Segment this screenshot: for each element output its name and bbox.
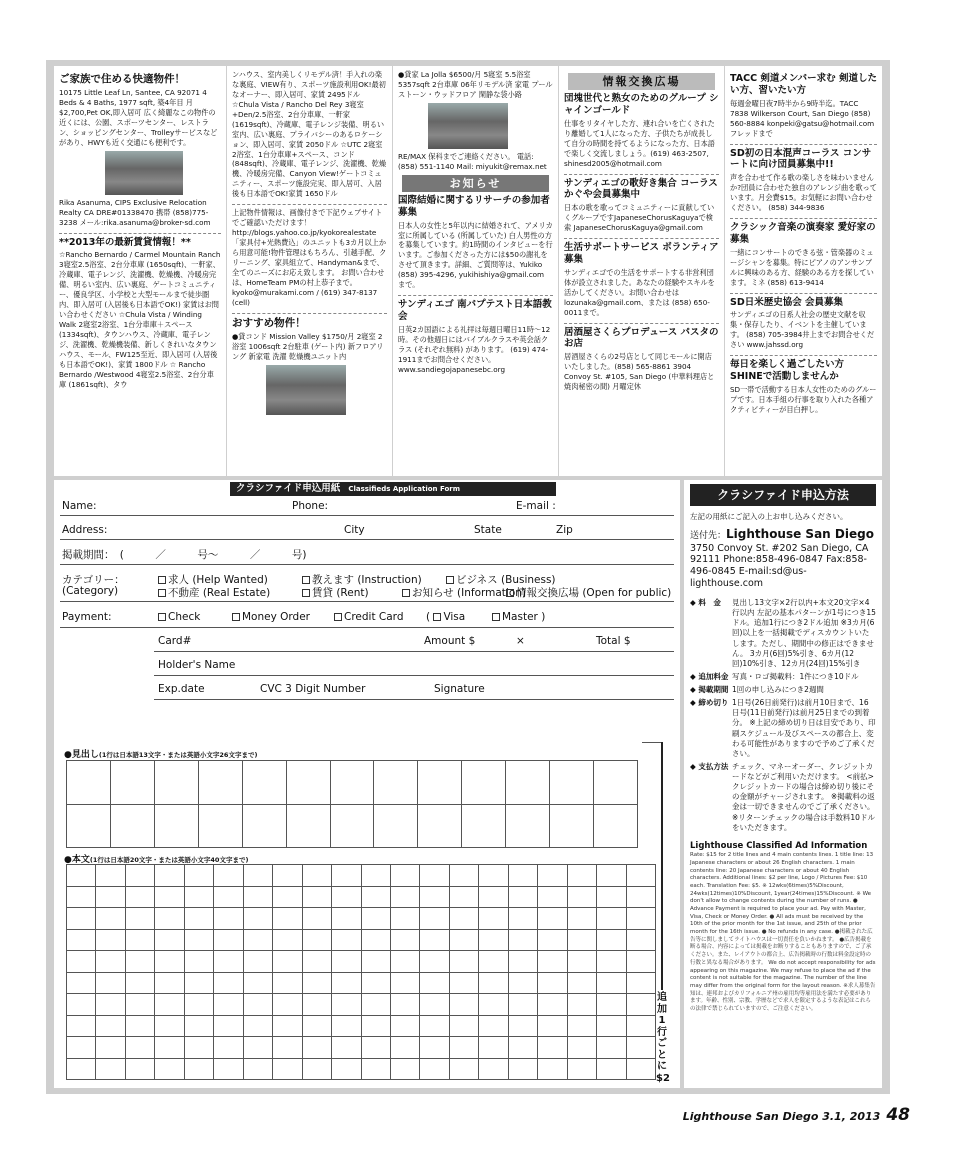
- ad-title: TACC 剣道メンバー求む 剣道したい方、習いたい方: [730, 73, 877, 96]
- checkbox-credit-card[interactable]: Credit Card: [334, 611, 403, 623]
- divider: [730, 144, 877, 145]
- instructions-banner: クラシファイド申込方法: [690, 484, 876, 506]
- ad-column-5: [724, 66, 882, 476]
- ad-column-3: [392, 66, 558, 476]
- checkbox-instruction[interactable]: 教えます (Instruction): [302, 572, 422, 587]
- condo-photo: [266, 365, 346, 415]
- ad-title: 団塊世代と熟女のためのグループ シャインゴールド: [564, 93, 719, 117]
- heading-grid[interactable]: [66, 760, 638, 848]
- application-instructions: [684, 480, 882, 1088]
- zip-label: Zip: [556, 524, 573, 536]
- ad-title: サンディエゴの歌好き集合 コーラスかぐや会員募集中: [564, 177, 718, 201]
- ad-text: 日本人の女性と5年以内に結婚されて、アメリカ室に所属している (所属していた) 白人男性の方を募集しています。約1時間のインタビューを行います。ご参加くださった方には$50の謝礼をさせて頂きます。詳細、ご質問等は、Yukiko (858) 395-4296, yukihishiya@gmail.com まで。: [398, 220, 553, 290]
- info-row-extra-fee: ◆ 追加料金 写真・ロゴ掲載料：1件につき10ドル: [690, 671, 859, 681]
- ad-text: SD一帯で活動する日本人女性のためのグループです。日本手組の行事を取り入れた各種アクティビティーが目白押し。: [730, 384, 877, 414]
- checkbox-visa[interactable]: ( Visa: [426, 611, 466, 623]
- divider: [730, 293, 877, 294]
- times-sign: ×: [516, 635, 525, 647]
- classified-ads-area: [54, 66, 882, 476]
- name-label: Name:: [62, 500, 97, 512]
- period-label: 掲載期間： ( ／ 号〜 ／ 号): [62, 549, 307, 561]
- ad-title: 居酒屋さくらプロデュース パスタのお店: [564, 326, 719, 350]
- info-row-rate: ◆ 料 金 見出し13文字×2行以内+本文20文字×4行以内 左記の基本パターンが1号につき15ドル。追加1行につき2ドル追加 ※3カ月(6回)以上を一括掲載でディスカウントいたします。ただし、期間中の修正はできません。 3カ月(6回)5%引き、6カ月(12回)10%引き、12カ月(24回)15%引き: [690, 598, 876, 668]
- ad-text: 上記物件情報は、画像付きで下記ウェブサイトでご確認いただけます！ http://blogs.yahoo.co.jp/kyokorealestate 「家具付+光熱費込」のユニットも3カ月以上から用意可能!物件管理はもちろん、引越手配、クリーニング、家具組立て、Handyman&まで、全てのニーズにお応え致します。 お問い合わせは、HomeTeam PMの村上恭子まで。kyoko@murakami.com / (619) 347-8137 (cell): [232, 208, 387, 307]
- card-number-label: Card#: [158, 635, 192, 647]
- extra-line-fee-note: 追 加 1 行 ご と に $2: [656, 992, 670, 1084]
- divider: [59, 233, 221, 234]
- divider: [60, 601, 674, 602]
- section-band: お知らせ: [402, 175, 549, 192]
- ad-text: ●貸家 La Jolla $6500/月 5寝室 5.5浴室 5357sqft 2台車庫 06年リモデル済 家電 プール ストーン・ウッドフロア 閑静な袋小路: [398, 70, 553, 99]
- divider: [232, 313, 387, 314]
- ad-column-1: [54, 66, 226, 476]
- ad-title: SD初の日本混声コーラス コンサートに向け団員募集中!!: [730, 147, 872, 171]
- payment-label: Payment:: [62, 611, 112, 623]
- holder-name-label: Holder's Name: [158, 659, 236, 671]
- ad-text: ●貸コンド Mission Valley $1750/月 2寝室 2浴室 1006sqft 2台駐車 (ゲート内) 新フロアリング 新家電 洗濯 乾燥機ユニット内: [232, 331, 384, 361]
- phone-label: Phone:: [292, 500, 329, 512]
- checkbox-open-for-public[interactable]: 情報交換広場 (Open for public): [506, 585, 671, 600]
- bracket-top: [642, 742, 662, 743]
- exp-date-field[interactable]: [154, 699, 674, 700]
- page-number: 48: [886, 1105, 910, 1125]
- ad-contact: Rika Asanuma, CIPS Exclusive Relocation Realty CA DRE#01338470 携帯 (858)775-3238 メール:rika.asanuma@broker-sd.com: [59, 197, 211, 227]
- ad-title: **2013年の最新賃貸情報！**: [59, 236, 191, 248]
- house-photo: [428, 103, 508, 149]
- ad-text: ンハウス、室内美しくリモデル済！手入れの楽な裏庭、VIEW有り、スポーツ施設利用OK!最初なオーナー、即入居可、家賃 2495ドル ☆Chula Vista / Rancho Del Rey 3寝室+Den/2.5浴室、2台分車庫、一軒家 (1619sqft)、冷蔵庫、電子レンジ装備、明るい室内、広い裏庭、プライバシーのあるロケーション、即入居可、家賃 2050ドル ☆UTC 2寝室2浴室、1台分車庫+スペース、コンド (848sqft)、冷蔵庫、電子レンジ、洗濯機、乾燥機、冷暖房完備、Canyon View!ゲートコミュニティー、スポーツ施設完実、即入居可、入居後も日本語でOK!家賃 1650ドル: [232, 70, 387, 199]
- heading-section-label: ●見出し(1行は日本語13文字・または英語小文字26文字まで): [64, 750, 258, 760]
- english-info-text: Rate: $15 for 2 title lines and 4 main contents lines. 1 title line: 13 Japanese characters or about 26 English characters. 1 main contents line: 20 Japanese characters or about 40 English characters. Additional lines: $2 per line, Logo / Pictures Fee: $10 each. Translation Fee: $5. ※ 12wks(6times)5%Discount, 24wks(12times)10%Discount, 1year(24times)15%Discount. ※ We don't allow to change contents during the number of runs. ● Advance Payment is required to place your ad. Pay with Master, Visa, Check or Money Order. ● All ads must be received by the 10th of the prior month for the 1st issue, and 25th of the prior month for the 16th issue. ● No refunds in any case. ●掲載された広告等に関しましてライトハウスは一切責任を負いかねます。 ●広告掲載を断る場合、内容によっては掲載をお断りすることもありますので、ご了承ください。また、レイアウトの都合上、広告掲載時の行数は料金設定時の行数と異なる場合があります。 We do not accept responsibility for ads appearing on this magazine. We may refuse to place the ad if the content is not suitable for the magazine. The number of the line may differ from the original form for the layout reason. ※求人募集告知は、連邦およびカリフォルニア州の雇用均等雇用法を満たす必要があります。年齢、性別、宗教、学歴などで求人を限定するような表記はこれらの法律で禁じられていますので、ご注意ください。: [690, 852, 876, 1012]
- ad-text: 一緒にコンサートのできる弦・管楽器のミュージシャンを募集。特にピアノのアンサンブルに興味のある方、経験のある方を探しています。ミネ (858) 613-9414: [730, 247, 874, 287]
- ad-text: 毎週金曜日夜7時半から9時半迄。TACC 7838 Wilkerson Court, San Diego (858) 560-8884 konpeki@gatsu@hotmail.com フレッドまで: [730, 98, 875, 138]
- ad-text: 日英2カ国語による礼拝は毎週日曜日11時〜12時。その他週日にはバイブルクラスや英会話クラス (それぞれ無料) があります。 (619) 474-1911までお問合せください。 www.sandiegojapanesebc.org: [398, 324, 551, 374]
- checkbox-information[interactable]: お知らせ (Information): [402, 585, 526, 600]
- application-form: [54, 480, 680, 1088]
- page-footer: [683, 1105, 910, 1125]
- english-info-title: Lighthouse Classified Ad Information: [690, 840, 868, 851]
- info-row-deadline: ◆ 締め切り 1日号(26日前発行)は前月10日まで、16日号(11日前発行)は前月25日までの到着分。 ※上記の締め切り日は目安であり、印刷スケジュール及びスペースの都合上、変わる可能性がありますので予めご了承ください。: [690, 698, 876, 758]
- mailing-address: 3750 Convoy St. #202 San Diego, CA 92111 Phone:858-496-0847 Fax:858-496-0845 E-mail:sd@us-lighthouse.com: [690, 542, 869, 590]
- ad-text: サンディエゴでの生活をサポートする非営利団体が設立されました。あなたの経験やスキルを活かしてください。お問い合わせはlozunaka@gmail.com、または (858) 650-0011まで。: [564, 267, 715, 317]
- ad-title: SD日米歴史協会 会員募集: [730, 296, 844, 308]
- body-section-label: ●本文(1行は日本語20文字・または英語小文字40文字まで): [64, 855, 249, 865]
- checkbox-help-wanted[interactable]: 求人 (Help Wanted): [158, 572, 268, 587]
- checkbox-money-order[interactable]: Money Order: [232, 611, 310, 623]
- info-row-payment: ◆ 支払方法 チェック、マネーオーダー、クレジットカードなどがご利用いただけます。 <前払>クレジットカードの場合は締め切り後にその金額がチャージされます。 ※掲載料の返金は一切できませんのでご了承ください。 ※リターンチェックの場合は手数料10ドルをいただきます。: [690, 761, 875, 832]
- ad-title: クラシック音楽の演奏家 愛好家の募集: [730, 222, 876, 245]
- ad-text: 居酒屋さくらの2号店として同じモールに開店いたしました。(858) 565-8861 3904 Convoy St. #105, San Diego (中華料理店と焼肉秘密の間) 月曜定休: [564, 352, 715, 392]
- ad-title: ご家族で住める快適物件！: [59, 73, 185, 85]
- form-banner-title: クラシファイド申込用紙: [236, 483, 341, 494]
- period-field[interactable]: [60, 564, 674, 565]
- email-label: E-mail :: [516, 500, 556, 512]
- divider: [60, 627, 674, 628]
- checkbox-real-estate[interactable]: 不動産 (Real Estate): [158, 585, 270, 600]
- form-banner-subtitle: Classifieds Application Form: [348, 485, 460, 493]
- house-photo: [105, 151, 183, 195]
- category-label: カテゴリー：: [62, 574, 125, 586]
- city-label: City: [344, 524, 365, 536]
- body-grid[interactable]: [66, 864, 656, 1080]
- cvc-label: CVC 3 Digit Number: [260, 683, 366, 695]
- ad-text: RE/MAX 保科までご連絡ください。 電話: (858) 551-1140 Mail: miyukit@remax.net: [398, 151, 547, 171]
- divider: [564, 174, 719, 175]
- divider: [232, 204, 387, 205]
- ad-title: 生活サポートサービス ボランティア募集: [564, 242, 719, 266]
- divider: [730, 218, 877, 219]
- signature-label: Signature: [434, 683, 485, 695]
- info-row-period: ◆ 掲載期間 1回の申し込みにつき2週間: [690, 685, 824, 694]
- exp-date-label: Exp.date: [158, 683, 205, 695]
- ad-text: 声を合わせて作る歌の楽しさを味わいませんか?団員に合わせた独自のアレンジ曲を歌っています。月会費$15。お気軽にお問い合わせください。 (858) 344-9836: [730, 173, 877, 213]
- total-label: Total $: [596, 635, 631, 647]
- ad-column-2: [226, 66, 392, 476]
- ad-text: サンディエゴの日系人社会の歴史文献を収集・保存したり、イベントを主催しています。 (858) 705-3984井上までお問合せください www.jahssd.org: [730, 310, 875, 350]
- bracket-line: [661, 742, 663, 990]
- ad-title: おすすめ物件！: [232, 316, 306, 329]
- send-to: 送付先：Lighthouse San Diego: [690, 527, 874, 542]
- ad-column-4: [558, 66, 724, 476]
- card-number-field[interactable]: [154, 651, 674, 652]
- footer-issue: Lighthouse San Diego 3.1, 2013: [682, 1110, 881, 1123]
- form-banner: [230, 482, 556, 496]
- category-label-en: (Category): [62, 585, 119, 597]
- instructions-intro: 左記の用紙にご記入の上お申し込みください。: [690, 512, 848, 522]
- checkbox-business[interactable]: ビジネス (Business): [446, 572, 556, 587]
- divider: [564, 238, 719, 239]
- address-field[interactable]: [60, 539, 674, 540]
- amount-label: Amount $: [424, 635, 476, 647]
- ad-text: 日本の歌を歌ってコミュニティーに貢献していくグループですJapaneseChorusKaguyaで検索 JapaneseChorusKaguya@gmail.com: [564, 203, 715, 233]
- ad-text: 10175 Little Leaf Ln, Santee, CA 92071 4 Beds & 4 Baths, 1977 sqft, 築4年目 月$2,700,Pet OK,即入居可 広く綺麗なこの物件の近くには、公園、スポーツセンター、レストラン、ショッピングセンター、Trolleyサービスなどがあり、HWYも近く交通にも便利です。: [59, 88, 218, 147]
- checkbox-master[interactable]: Master ): [492, 611, 545, 623]
- checkbox-rent[interactable]: 賃貸 (Rent): [302, 585, 369, 600]
- ad-text: 仕事をリタイヤした方、連れ合いを亡くされたり離婚して1人になった方、子供たちが成長して自分の時間を持てるようになった方、日本語で楽しく交流しましょう。(619) 463-2507, shinesd2005@hotmail.com: [564, 118, 715, 168]
- divider: [730, 355, 877, 356]
- divider: [564, 323, 719, 324]
- holder-name-field[interactable]: [154, 675, 674, 676]
- section-band: 情報交換広場: [568, 73, 715, 90]
- name-field[interactable]: [60, 515, 674, 516]
- ad-title: サンディエゴ 南バプテスト日本語教会: [398, 299, 552, 323]
- ad-title: 毎日を楽しく過ごしたい方 SHINEで活動しませんか: [730, 359, 845, 382]
- address-label: Address:: [62, 524, 108, 536]
- state-label: State: [474, 524, 502, 536]
- ad-text: ☆Rancho Bernardo / Carmel Mountain Ranch 3寝室2.5浴室、2台分車庫 (1650sqft)、一軒家、冷蔵庫、電子レンジ、洗濯機、乾燥機、冷暖房完備、明るい室内、広い裏庭、ゲートコミュニティー、優良学区、小学校と大型モールまで徒歩圏内、即入居可 (入居後も日本語でOK!) 家賃はお問い合わせください ☆Chula Vista / Winding Walk 2寝室2浴室、1台分車庫＋スペース (1334sqft)、タウンハウス、冷蔵庫、電子レンジ、洗濯機、乾燥機装備、新しくきれいなタウンハウス、モール、FW125至近、即入居可 (入居後も日本語でOK!)、家賃 1800ドル ☆ Rancho Bernardo /Westwood 4寝室2.5浴室、2台分車庫 (1861sqft)、タウ: [59, 250, 221, 389]
- checkbox-check[interactable]: Check: [158, 611, 200, 623]
- divider: [398, 295, 553, 296]
- ad-title: 国際結婚に関するリサーチの参加者募集: [398, 194, 550, 218]
